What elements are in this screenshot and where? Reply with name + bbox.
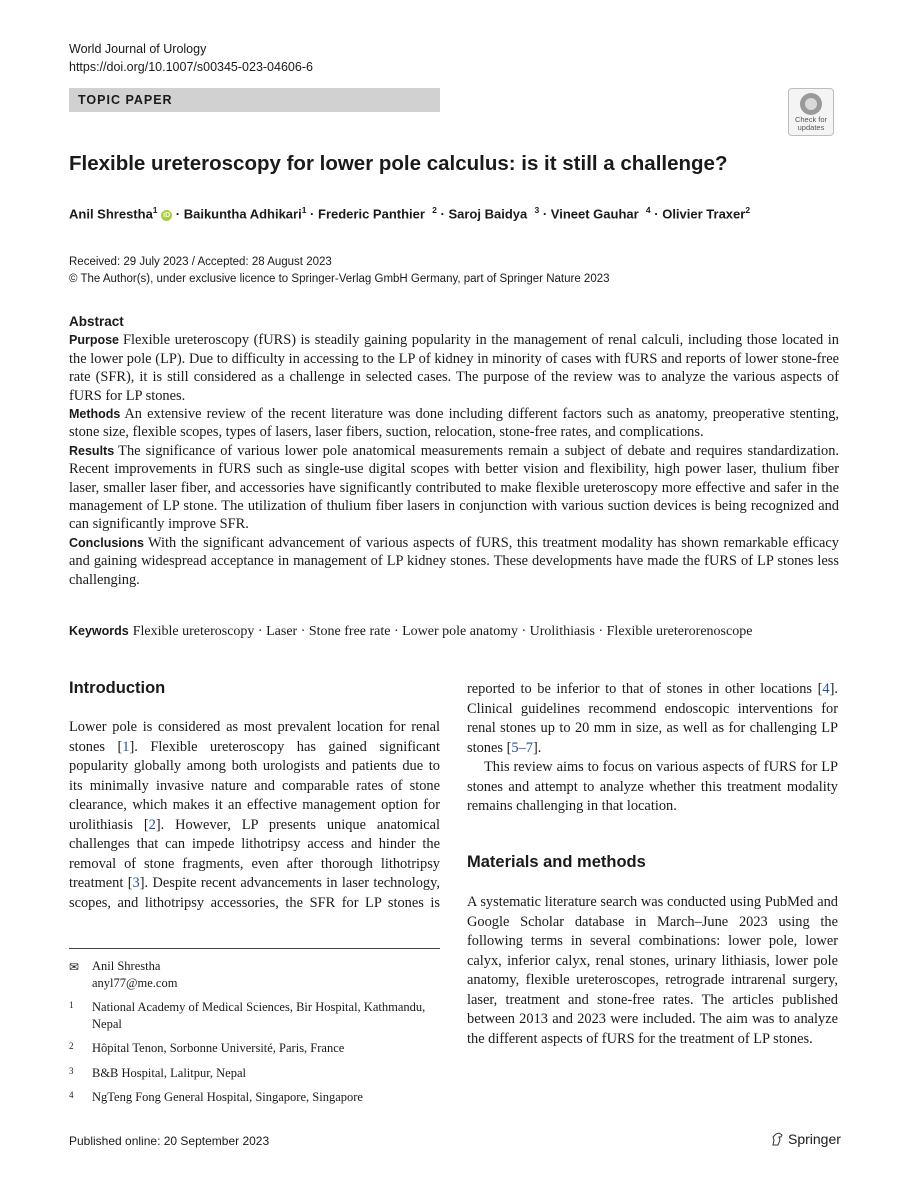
author-separator: · (306, 206, 318, 222)
citation-link[interactable]: 1 (122, 738, 130, 755)
topic-paper-bar: TOPIC PAPER (69, 88, 440, 112)
abstract-conclusions (69, 534, 839, 589)
affiliation-2 (69, 1040, 440, 1057)
abstract (69, 313, 839, 589)
author-name[interactable]: Saroj Baidya (448, 206, 528, 222)
intro-text: ]. Clinical guidelines recommend endoscopic interventions for renal stones up to 20 mm in size, as well as for challenging LP stones [ (467, 681, 838, 756)
received-accepted: Received: 29 July 2023 / Accepted: 28 August 2023 (69, 256, 332, 268)
affiliation-3 (69, 1065, 440, 1082)
author-name[interactable]: Baikuntha Adhikari (183, 206, 302, 222)
materials-methods-paragraph-1: A systematic literature search was conducted using PubMed and Google Scholar database in March–June 2023 using the following terms in several combinations: lower pole, lower calyx, inferior calyx, renal stones, urinary lithiasis, lower pole anatomy, flexible ureteroscopes, retrograde intrarenal surgery, laser, treatment and stone-free rates. The articles published between 2013 and 2023 were included. The aim was to analyze the different aspects of fURS for the treatment of LP stones. (467, 894, 838, 1047)
affiliation-text: B&B Hospital, Lalitpur, Nepal (92, 1065, 246, 1080)
author-separator: · (650, 206, 663, 222)
keywords-text: Flexible ureteroscopy · Laser · Stone free rate · Lower pole anatomy · Urolithiasis · Flexible ureterorenoscope (132, 624, 753, 639)
check-badge-line-2: updates (797, 123, 825, 132)
purpose-label: Purpose (69, 333, 120, 348)
author-separator: · (172, 206, 184, 222)
author-affiliation-sup: 2 (745, 205, 751, 215)
corresponding-author (69, 958, 440, 991)
affiliation-text: NgTeng Fong General Hospital, Singapore, Singapore (92, 1090, 363, 1104)
introduction-continuation (467, 680, 838, 758)
corresponding-email[interactable]: anyl77@me.com (92, 975, 178, 990)
intro-text: ]. (532, 739, 542, 756)
introduction-right-column (467, 680, 838, 817)
journal-name: World Journal of Urology (69, 42, 207, 56)
intro-text: ]. However, LP presents unique anatomical challenges that can impede lithotripsy access and hinder the removal of stone fragments, even after thorough lithotripsy treatment [ (69, 816, 440, 891)
journal-header (69, 40, 313, 76)
check-for-updates-badge[interactable] (788, 88, 834, 136)
author-separator: · (436, 206, 449, 222)
citation-link[interactable]: 2 (148, 816, 156, 833)
doi-link[interactable]: https://doi.org/10.1007/s00345-023-04606-6 (69, 60, 313, 74)
crossmark-icon (800, 93, 822, 115)
affiliation-4 (69, 1089, 440, 1106)
author-list (69, 205, 750, 221)
results-text: The significance of various lower pole anatomical measurements remain a subject of debate and requires standardization. Recent improvements in fURS such as single-use digital scopes with better vision and flexibility, high power laser, thulium fiber laser, smaller laser fiber, and accessories have significantly contributed to make flexible ureteroscopy more effective and safer in the management of LP stone. The utilization of thulium fiber lasers in conjunction with various suction devices is being recognized and can significantly improve SFR. (69, 442, 839, 533)
introduction-heading: Introduction (69, 679, 166, 697)
footnote-divider (69, 948, 440, 949)
purpose-text: Flexible ureteroscopy (fURS) is steadily gaining popularity in the management of renal calculi, including those located in the lower pole (LP). Due to difficulty in accessing to the LP of kidney in minority of cases with fURS and reports of lower stone-free rate (SFR), it is still considered as a challenge in selected cases. The purpose of the review was to analyze the various aspects of fURS for LP stones. (69, 332, 839, 404)
published-online: Published online: 20 September 2023 (69, 1134, 270, 1148)
article-title: Flexible ureteroscopy for lower pole calculus: is it still a challenge? (69, 152, 728, 175)
author-name[interactable]: Anil Shrestha (69, 206, 153, 222)
corresponding-name: Anil Shrestha (92, 959, 161, 973)
intro-text: ]. Despite recent advancements in laser technology, scopes, and lithotripsy accessories, the SFR for LP stones is (69, 875, 440, 911)
abstract-heading: Abstract (69, 314, 124, 329)
author-name[interactable]: Olivier Traxer (662, 206, 746, 222)
copyright-line: © The Author(s), under exclusive licence to Springer-Verlag GmbH Germany, part of Springer Nature 2023 (69, 273, 610, 285)
author-affiliation-sup: 1 (152, 205, 158, 215)
introduction-paragraph-1 (69, 718, 440, 914)
article-dates (69, 254, 610, 288)
intro-text: ]. Flexible ureteroscopy has gained significant popularity globally among both urologists and patients due to its minimally invasive nature and comparable rates of stone clearance, which makes it an effective management option for urolithiasis [ (69, 738, 440, 833)
author-separator: · (539, 206, 551, 222)
conclusions-text: With the significant advancement of various aspects of fURS, this treatment modality has shown remarkable efficacy and gaining widespread acceptance in management of LP kidney stones. These developments have made the fURS of LP stones less challenging. (69, 534, 839, 588)
citation-link[interactable]: 4 (822, 681, 830, 697)
methods-text: An extensive review of the recent literature was done including different factors such as anatomy, preoperative stenting, stone size, flexible scopes, types of lasers, laser fibers, suction, relocation, stone-free rates, and complications. (69, 406, 839, 441)
springer-logo (771, 1131, 841, 1147)
affiliation-number: 4 (69, 1090, 74, 1100)
introduction-left-column (69, 718, 440, 914)
author-affiliation-sup: 2 (432, 205, 437, 215)
keywords-label: Keywords (69, 624, 129, 638)
abstract-results (69, 442, 839, 534)
materials-methods-column (467, 893, 838, 1049)
results-label: Results (69, 443, 115, 458)
abstract-methods (69, 405, 839, 442)
methods-label: Methods (69, 407, 121, 422)
author-name[interactable]: Frederic Panthier (318, 206, 425, 222)
orcid-icon[interactable]: iD (163, 212, 171, 220)
conclusions-label: Conclusions (69, 535, 145, 550)
springer-horse-icon (771, 1132, 784, 1146)
introduction-paragraph-2: This review aims to focus on various aspects of fURS for LP stones and attempt to analyze whether this treatment modality remains challenging in that location. (467, 759, 838, 814)
author-affiliation-sup: 3 (534, 205, 540, 215)
citation-link[interactable]: 5–7 (511, 739, 533, 756)
affiliation-number: 3 (69, 1065, 74, 1076)
intro-text: Lower pole is considered as most prevalent location for renal stones [ (69, 719, 440, 755)
abstract-purpose (69, 331, 839, 405)
affiliation-number: 1 (69, 1000, 74, 1010)
affiliation-number: 2 (69, 1041, 74, 1051)
affiliation-text: National Academy of Medical Sciences, Bir Hospital, Kathmandu, Nepal (92, 1000, 426, 1031)
introduction-paragraph-1-continued (467, 680, 838, 758)
affiliation-1 (69, 999, 440, 1032)
author-name[interactable]: Vineet Gauhar (550, 206, 639, 222)
springer-wordmark: Springer (788, 1131, 841, 1147)
citation-link[interactable]: 3 (132, 875, 140, 891)
author-affiliation-sup: 4 (645, 205, 651, 215)
affiliation-text: Hôpital Tenon, Sorbonne Université, Paris, France (92, 1041, 345, 1055)
intro-text: reported to be inferior to that of stones in other locations [ (467, 681, 823, 697)
materials-methods-heading: Materials and methods (467, 853, 646, 871)
footnotes (69, 958, 440, 1114)
check-badge-line-1: Check for (794, 115, 828, 124)
envelope-icon: ✉ (69, 960, 80, 974)
author-affiliation-sup: 1 (301, 205, 307, 215)
keywords (69, 624, 752, 640)
